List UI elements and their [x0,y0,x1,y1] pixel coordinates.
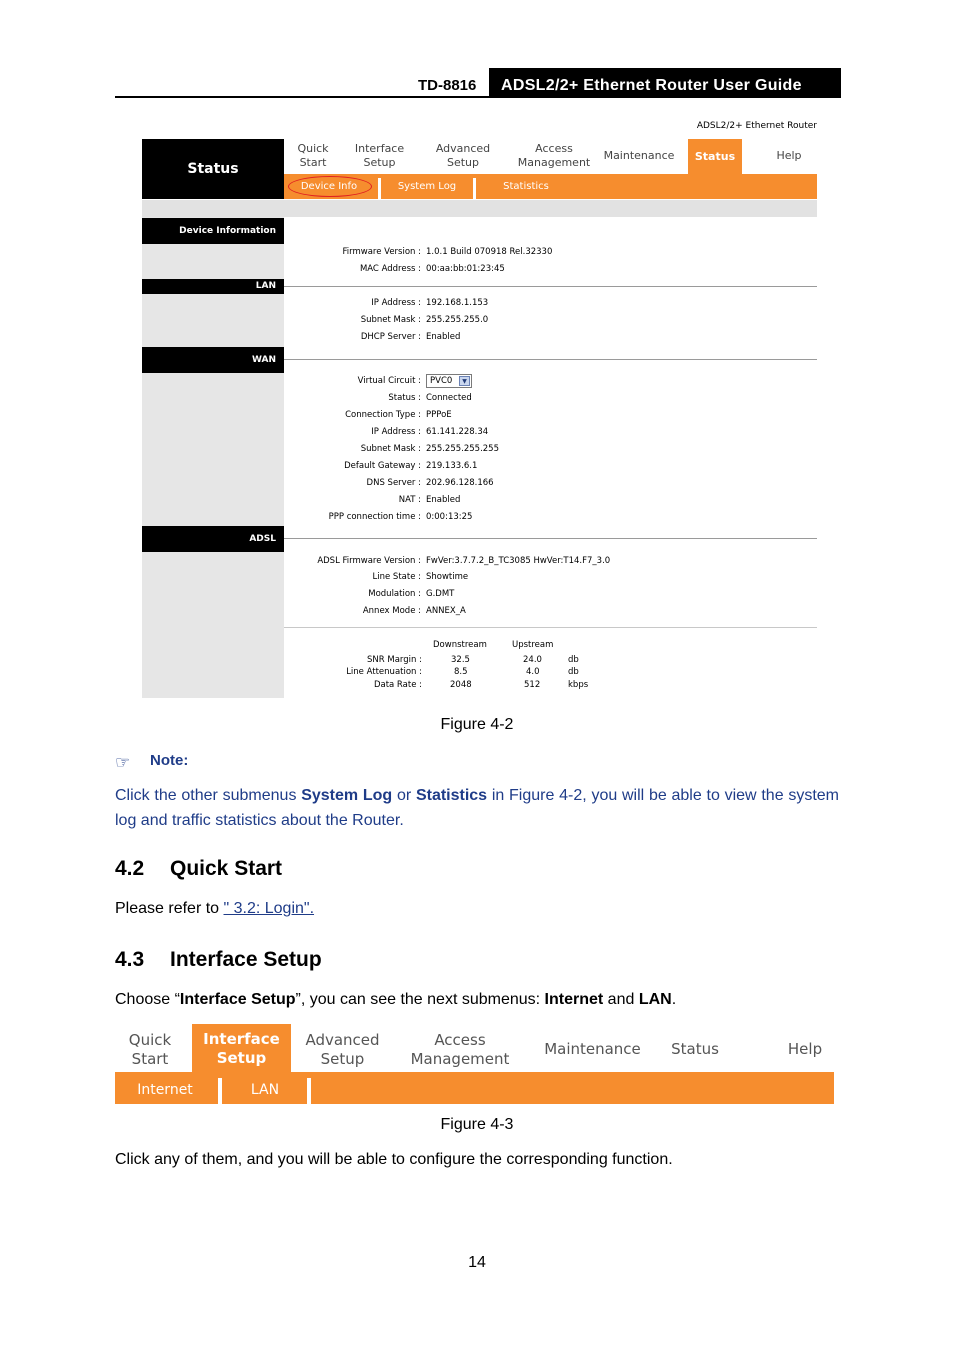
lan-ip-value: 192.168.1.153 [426,298,489,308]
note-statistics: Statistics [415,787,488,804]
main-nav [284,139,817,174]
closing-text: Click any of them, and you will be able to configure the corresponding function. [115,1151,673,1168]
annex-mode-value: ANNEX_A [426,606,466,616]
wan-nat-label: NAT : [398,495,421,505]
figure-4-3-screenshot [115,1024,834,1104]
lan-ip-label: IP Address : [371,298,421,308]
lan-subnet-value: 255.255.255.0 [426,315,489,325]
quick-start-text: Please refer to " 3.2: Login". [115,900,315,917]
nav-quick-start[interactable]: Quick Start [128,1031,172,1068]
data-rate-unit: kbps [568,680,589,690]
wan-nat-value: Enabled [426,495,461,505]
nav-advanced-setup[interactable]: Advanced Setup [435,142,491,169]
header-rule [115,96,841,98]
modulation-value: G.DMT [426,589,455,599]
sub-nav [284,174,817,199]
subnav-statistics[interactable]: Statistics [503,181,549,192]
virtual-circuit-value: PVC0 [430,376,453,386]
snr-margin-up: 24.0 [523,655,542,665]
pointing-hand-icon: ☞ [115,753,131,772]
lan-subnet-label: Subnet Mask : [360,315,421,325]
wan-gateway-label: Default Gateway : [344,461,421,471]
wan-connection-type-value: PPPoE [426,410,452,420]
login-link[interactable]: " 3.2: Login". [223,900,315,917]
wan-status-label: Status : [388,393,421,403]
line-attenuation-label: Line Attenuation : [346,667,422,677]
header-title: ADSL2/2+ Ethernet Router User Guide [489,68,841,98]
nav-help[interactable]: Help [776,149,802,162]
nav-maintenance[interactable]: Maintenance [603,149,675,162]
data-rate-label: Data Rate : [373,680,422,690]
mac-address-label: MAC Address : [359,264,421,274]
figure-4-3-caption: Figure 4-3 [440,1116,514,1133]
adsl-firmware-label: ADSL Firmware Version : [317,556,421,566]
snr-margin-unit: db [568,655,579,665]
virtual-circuit-select[interactable] [426,374,472,388]
section-adsl: ADSL [142,526,284,552]
nav-interface-setup-active[interactable]: Interface Setup [192,1024,291,1072]
wan-ppp-time-value: 0:00:13:25 [426,512,473,522]
nav-maintenance[interactable]: Maintenance [544,1040,641,1058]
wan-gateway-value: 219.133.6.1 [426,461,478,471]
nav-status[interactable]: Status [671,1040,719,1058]
lan-dhcp-value: Enabled [426,332,461,342]
page-number: 14 [468,1254,486,1271]
interface-setup-text: Choose “Interface Setup”, you can see the next submenus: Internet and LAN. [115,991,677,1008]
divider [284,359,817,360]
divider [284,538,817,539]
page-section-title: Status [142,139,284,199]
subnav-device-info[interactable]: Device Info [300,181,358,192]
snr-margin-label: SNR Margin : [367,655,422,665]
nav-interface-setup[interactable]: Interface Setup [354,142,405,169]
subnav-system-log[interactable]: System Log [397,181,457,192]
sub-nav [115,1072,834,1104]
heading-4-2: 4.2 Quick Start [115,857,283,880]
wan-ppp-time-label: PPP connection time : [328,512,421,522]
nav-advanced-setup[interactable]: Advanced Setup [305,1031,380,1068]
wan-ip-label: IP Address : [371,427,421,437]
section-device-information: Device Information [142,218,284,244]
annex-mode-label: Annex Mode : [362,606,421,616]
router-brand: ADSL2/2+ Ethernet Router [696,121,817,131]
line-state-value: Showtime [426,572,469,582]
wan-subnet-value: 255.255.255.255 [426,444,500,454]
firmware-version-label: Firmware Version : [342,247,421,257]
wan-dns-label: DNS Server : [366,478,421,488]
figure-4-2-screenshot [142,118,817,698]
nav-access-management[interactable]: Access Management [517,142,591,169]
subnav-separator [307,1078,311,1104]
subnav-internet[interactable]: Internet [137,1082,193,1098]
stats-header-downstream: Downstream [433,640,487,650]
chevron-down-icon: ▼ [459,376,470,386]
adsl-firmware-value: FwVer:3.7.7.2_B_TC3085 HwVer:T14.F7_3.0 [426,556,611,566]
figure-4-2-caption: Figure 4-2 [440,716,514,733]
line-state-label: Line State : [372,572,421,582]
wan-status-value: Connected [426,393,472,403]
divider [284,627,817,628]
note-title: Note: [150,752,189,769]
stats-header-upstream: Upstream [512,640,554,650]
line-attenuation-up: 4.0 [526,667,540,677]
mac-address-value: 00:aa:bb:01:23:45 [426,264,505,274]
modulation-label: Modulation : [368,589,421,599]
line-attenuation-down: 8.5 [454,667,468,677]
spacer-bar [142,200,817,217]
header-model: TD-8816 [418,77,477,94]
highlight-ellipse [288,176,372,197]
divider [284,286,817,287]
nav-access-management[interactable]: Access Management [410,1031,510,1068]
data-rate-down: 2048 [450,680,472,690]
heading-4-3: 4.3 Interface Setup [115,948,322,971]
nav-quick-start[interactable]: Quick Start [297,142,329,169]
nav-help[interactable]: Help [787,1040,823,1058]
virtual-circuit-label: Virtual Circuit : [357,376,421,386]
section-wan: WAN [142,347,284,373]
lan-dhcp-label: DHCP Server : [360,332,421,342]
wan-dns-value: 202.96.128.166 [426,478,494,488]
nav-status-active[interactable]: Status [688,139,742,174]
wan-subnet-label: Subnet Mask : [360,444,421,454]
firmware-version-value: 1.0.1 Build 070918 Rel.32330 [426,247,553,257]
snr-margin-down: 32.5 [451,655,470,665]
wan-connection-type-label: Connection Type : [345,410,421,420]
data-rate-up: 512 [524,680,541,690]
note-body: Click the other submenus System Log or Statistics in Figure 4-2, you will be able to view the system log and traffic statistics about the Router. [115,787,840,829]
wan-ip-value: 61.141.228.34 [426,427,489,437]
section-lan: LAN [142,279,284,294]
subnav-lan[interactable]: LAN [250,1082,280,1098]
note-system-log: System Log [301,787,393,804]
line-attenuation-unit: db [568,667,579,677]
